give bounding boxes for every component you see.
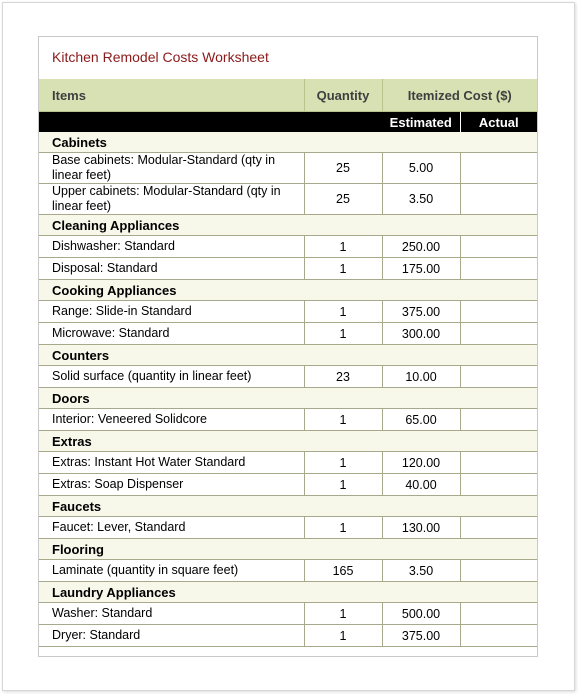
actual-header: Actual <box>460 112 537 133</box>
item-estimated-cost: 65.00 <box>382 409 460 431</box>
item-row <box>39 258 537 280</box>
header-row <box>39 79 537 112</box>
quantity-header: Quantity <box>304 79 382 112</box>
item-estimated-cost: 300.00 <box>382 323 460 345</box>
item-actual-cost <box>460 474 537 496</box>
category-name: Cooking Appliances <box>39 280 537 301</box>
item-name: Microwave: Standard <box>39 323 304 345</box>
item-estimated-cost: 3.50 <box>382 560 460 582</box>
item-quantity: 25 <box>304 184 382 215</box>
category-row <box>39 431 537 452</box>
item-name: Interior: Veneered Solidcore <box>39 409 304 431</box>
category-name: Flooring <box>39 539 537 560</box>
category-row <box>39 215 537 236</box>
item-quantity: 1 <box>304 603 382 625</box>
item-estimated-cost: 375.00 <box>382 625 460 647</box>
item-row <box>39 517 537 539</box>
item-quantity: 1 <box>304 258 382 280</box>
item-quantity: 1 <box>304 409 382 431</box>
item-estimated-cost: 250.00 <box>382 236 460 258</box>
category-name: Cleaning Appliances <box>39 215 537 236</box>
worksheet-title: Kitchen Remodel Costs Worksheet <box>52 49 269 65</box>
category-row <box>39 582 537 603</box>
item-name: Dishwasher: Standard <box>39 236 304 258</box>
item-quantity: 1 <box>304 517 382 539</box>
itemized-cost-header: Itemized Cost ($) <box>382 79 537 112</box>
item-quantity: 1 <box>304 474 382 496</box>
item-estimated-cost: 3.50 <box>382 184 460 215</box>
item-row <box>39 236 537 258</box>
item-name: Range: Slide-in Standard <box>39 301 304 323</box>
item-name: Extras: Instant Hot Water Standard <box>39 452 304 474</box>
item-quantity: 1 <box>304 452 382 474</box>
category-row <box>39 280 537 301</box>
item-estimated-cost: 500.00 <box>382 603 460 625</box>
item-name: Upper cabinets: Modular-Standard (qty in linear feet) <box>39 184 304 215</box>
subheader-blank-items <box>39 112 304 133</box>
item-row <box>39 625 537 647</box>
cost-table <box>39 79 537 647</box>
category-name: Extras <box>39 431 537 452</box>
item-actual-cost <box>460 625 537 647</box>
subheader-row <box>39 112 537 133</box>
item-actual-cost <box>460 184 537 215</box>
item-estimated-cost: 40.00 <box>382 474 460 496</box>
item-row <box>39 474 537 496</box>
item-actual-cost <box>460 323 537 345</box>
category-name: Doors <box>39 388 537 409</box>
item-row <box>39 560 537 582</box>
item-name: Solid surface (quantity in linear feet) <box>39 366 304 388</box>
item-row <box>39 603 537 625</box>
item-quantity: 1 <box>304 625 382 647</box>
item-row <box>39 301 537 323</box>
table-body <box>39 132 537 647</box>
category-row <box>39 539 537 560</box>
item-actual-cost <box>460 452 537 474</box>
item-name: Washer: Standard <box>39 603 304 625</box>
item-name: Faucet: Lever, Standard <box>39 517 304 539</box>
category-name: Counters <box>39 345 537 366</box>
item-name: Dryer: Standard <box>39 625 304 647</box>
category-row <box>39 496 537 517</box>
item-actual-cost <box>460 560 537 582</box>
item-quantity: 165 <box>304 560 382 582</box>
item-estimated-cost: 5.00 <box>382 153 460 184</box>
item-quantity: 1 <box>304 236 382 258</box>
item-name: Extras: Soap Dispenser <box>39 474 304 496</box>
item-estimated-cost: 130.00 <box>382 517 460 539</box>
category-row <box>39 345 537 366</box>
item-row <box>39 366 537 388</box>
item-row <box>39 323 537 345</box>
estimated-header: Estimated <box>382 112 460 133</box>
item-row <box>39 409 537 431</box>
item-name: Laminate (quantity in square feet) <box>39 560 304 582</box>
item-quantity: 1 <box>304 301 382 323</box>
item-actual-cost <box>460 409 537 431</box>
items-header: Items <box>39 79 304 112</box>
item-actual-cost <box>460 301 537 323</box>
worksheet <box>38 36 538 657</box>
item-actual-cost <box>460 258 537 280</box>
category-row <box>39 388 537 409</box>
item-actual-cost <box>460 517 537 539</box>
item-name: Base cabinets: Modular-Standard (qty in linear feet) <box>39 153 304 184</box>
item-actual-cost <box>460 603 537 625</box>
item-name: Disposal: Standard <box>39 258 304 280</box>
item-quantity: 23 <box>304 366 382 388</box>
item-actual-cost <box>460 366 537 388</box>
category-name: Faucets <box>39 496 537 517</box>
item-estimated-cost: 375.00 <box>382 301 460 323</box>
category-name: Laundry Appliances <box>39 582 537 603</box>
item-actual-cost <box>460 236 537 258</box>
item-quantity: 25 <box>304 153 382 184</box>
item-row <box>39 184 537 215</box>
item-row <box>39 153 537 184</box>
item-quantity: 1 <box>304 323 382 345</box>
item-row <box>39 452 537 474</box>
category-name: Cabinets <box>39 132 537 153</box>
category-row <box>39 132 537 153</box>
item-estimated-cost: 10.00 <box>382 366 460 388</box>
subheader-blank-qty <box>304 112 382 133</box>
item-estimated-cost: 120.00 <box>382 452 460 474</box>
item-actual-cost <box>460 153 537 184</box>
item-estimated-cost: 175.00 <box>382 258 460 280</box>
